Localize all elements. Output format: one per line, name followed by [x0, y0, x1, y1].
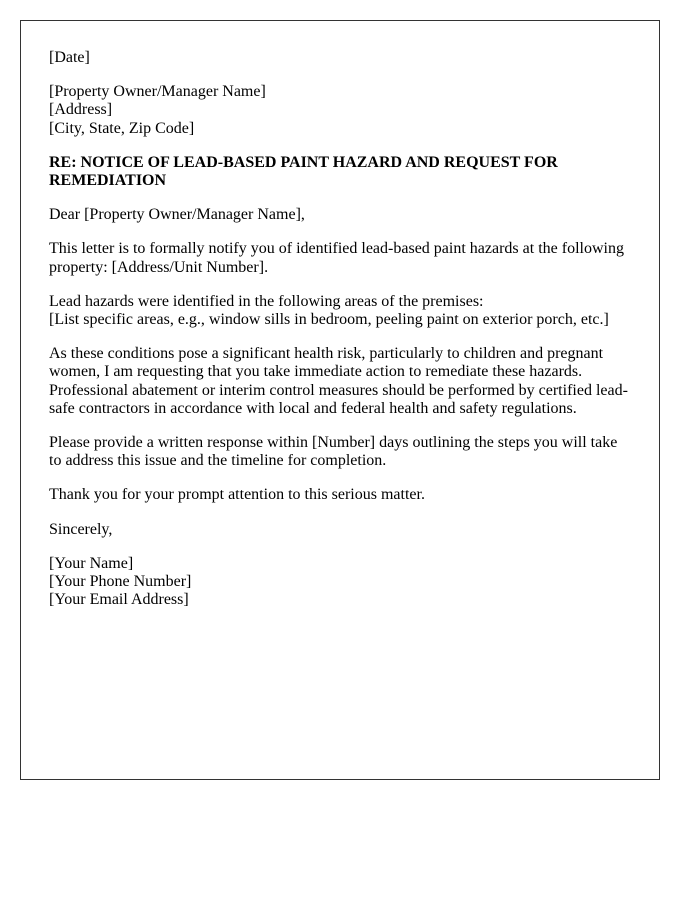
- paragraph-response-deadline: Please provide a written response within [Number] days outlining the steps you will take to address this issue and the timeline for completion.: [49, 434, 618, 470]
- recipient-address-block: [49, 83, 631, 138]
- subject-line: RE: NOTICE OF LEAD-BASED PAINT HAZARD AND REQUEST FOR REMEDIATION: [49, 153, 558, 190]
- paragraph-notification: This letter is to formally notify you of identified lead-based paint hazards at the following property: [Address/Unit Number].: [49, 240, 624, 276]
- date: [Date]: [49, 49, 90, 66]
- salutation: Dear [Property Owner/Manager Name],: [49, 206, 305, 224]
- signature-block: [49, 555, 631, 610]
- sender-phone: [Your Phone Number]: [49, 573, 192, 591]
- hazard-areas-intro: Lead hazards were identified in the following areas of the premises:: [49, 292, 484, 310]
- recipient-address: [Address]: [49, 101, 113, 119]
- recipient-city-state-zip: [City, State, Zip Code]: [49, 119, 195, 137]
- letter-body: [49, 49, 631, 609]
- hazard-areas-block: [49, 293, 631, 329]
- recipient-name: [Property Owner/Manager Name]: [49, 83, 266, 101]
- date-block: [49, 49, 631, 67]
- sender-name: [Your Name]: [49, 554, 134, 572]
- letter-page: [20, 20, 660, 780]
- hazard-areas-list: [List specific areas, e.g., window sills in bedroom, peeling paint on exterior porch, etc.]: [49, 311, 609, 329]
- paragraph-request: As these conditions pose a significant health risk, particularly to children and pregnant women, I am requesting that you take immediate action to remediate these hazards. Professional abatement or interim control measures should be performed by certified lead-safe contractors in accordance with local and federal health and safety regulations.: [49, 345, 628, 417]
- paragraph-thanks: Thank you for your prompt attention to this serious matter.: [49, 486, 425, 504]
- closing: Sincerely,: [49, 520, 113, 538]
- sender-email: [Your Email Address]: [49, 591, 189, 609]
